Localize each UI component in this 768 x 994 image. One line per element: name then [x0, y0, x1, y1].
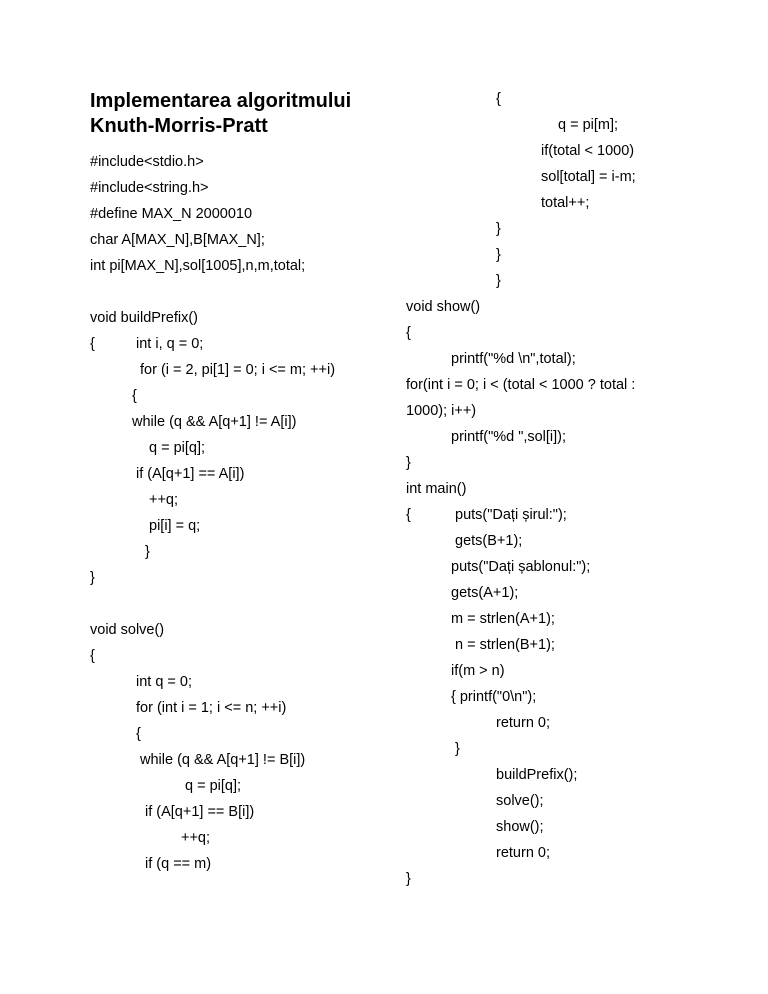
code-line: solve();: [496, 793, 544, 809]
code-line: printf("%d \n",total);: [451, 351, 576, 367]
code-line: int pi[MAX_N],sol[1005],n,m,total;: [90, 258, 306, 274]
code-line: total++;: [541, 195, 590, 211]
code-line: if (A[q+1] == A[i]): [136, 466, 245, 482]
code-line: for(int i = 0; i < (total < 1000 ? total :: [406, 377, 636, 393]
code-line: show();: [496, 819, 544, 835]
code-line: }: [455, 741, 460, 757]
title-line-1: Implementarea algoritmului: [90, 90, 352, 112]
code-line: }: [90, 570, 95, 586]
code-line: 1000); i++): [406, 403, 477, 419]
code-line: for (i = 2, pi[1] = 0; i <= m; ++i): [140, 362, 336, 378]
code-line: }: [406, 871, 411, 887]
code-line: printf("%d ",sol[i]);: [451, 429, 567, 445]
code-line: ++q;: [181, 830, 211, 846]
code-line: return 0;: [496, 845, 550, 861]
code-line: for (int i = 1; i <= n; ++i): [136, 700, 287, 716]
code-line: if(total < 1000): [541, 143, 635, 159]
code-line: q = pi[q];: [185, 778, 242, 794]
code-line: pi[i] = q;: [149, 518, 201, 534]
code-line: if(m > n): [451, 663, 505, 679]
code-line: {: [136, 726, 141, 742]
code-line: {: [406, 507, 411, 523]
code-line: {: [90, 648, 95, 664]
code-line: }: [145, 544, 150, 560]
code-line: {: [406, 325, 411, 341]
code-line: q = pi[q];: [149, 440, 206, 456]
code-line: {: [132, 388, 137, 404]
code-line: { printf("0\n");: [451, 689, 537, 705]
code-line: #define MAX_N 2000010: [90, 206, 253, 222]
code-line: void buildPrefix(): [90, 310, 198, 326]
code-line: m = strlen(A+1);: [451, 611, 555, 627]
code-line: }: [496, 221, 501, 237]
code-line: while (q && A[q+1] != A[i]): [132, 414, 297, 430]
code-line: #include<string.h>: [90, 180, 209, 196]
code-line: q = pi[m];: [558, 117, 619, 133]
code-line: if (q == m): [145, 856, 212, 872]
code-line: {: [90, 336, 95, 352]
code-line: int i, q = 0;: [136, 336, 204, 352]
code-line: buildPrefix();: [496, 767, 578, 783]
code-line: }: [406, 455, 411, 471]
code-line: return 0;: [496, 715, 550, 731]
code-line: int main(): [406, 481, 467, 497]
code-line: n = strlen(B+1);: [455, 637, 555, 653]
code-line: puts("Dați șablonul:");: [451, 559, 591, 575]
code-line: }: [496, 273, 501, 289]
code-line: void show(): [406, 299, 481, 315]
code-line: while (q && A[q+1] != B[i]): [140, 752, 306, 768]
code-line: void solve(): [90, 622, 165, 638]
code-line: ++q;: [149, 492, 179, 508]
code-line: char A[MAX_N],B[MAX_N];: [90, 232, 265, 248]
code-line: }: [496, 247, 501, 263]
document-title: [90, 89, 390, 139]
code-line: if (A[q+1] == B[i]): [145, 804, 255, 820]
title-line-2: Knuth-Morris-Pratt: [90, 115, 268, 137]
code-line: gets(A+1);: [451, 585, 519, 601]
code-line: #include<stdio.h>: [90, 154, 204, 170]
code-line: sol[total] = i-m;: [541, 169, 636, 185]
code-line: gets(B+1);: [455, 533, 523, 549]
code-line: {: [496, 91, 501, 107]
code-line: puts("Dați șirul:");: [455, 507, 567, 523]
code-line: int q = 0;: [136, 674, 193, 690]
